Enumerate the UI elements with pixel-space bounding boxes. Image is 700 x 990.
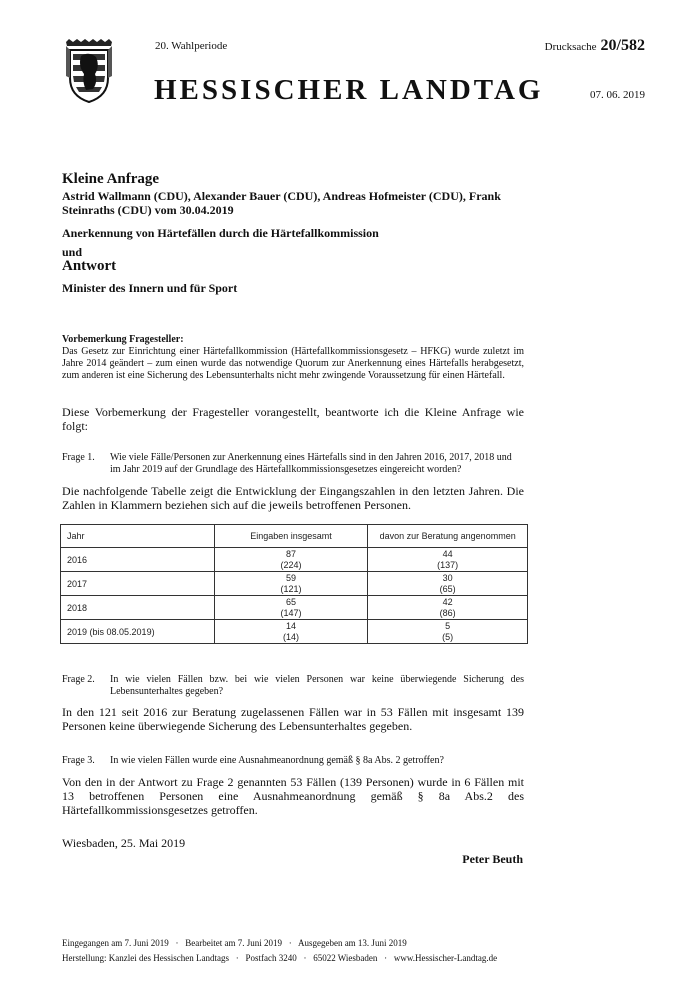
place-date: Wiesbaden, 25. Mai 2019: [62, 836, 186, 850]
period-label: 20. Wahlperiode: [155, 40, 228, 52]
table-row: [61, 548, 528, 572]
total-cell: 87 (224): [214, 548, 368, 572]
doc-number-block: [545, 37, 645, 55]
table-header-total: Eingaben insgesamt: [214, 525, 368, 548]
table-header-row: [61, 525, 528, 548]
preface-text: Das Gesetz zur Einrichtung einer Härtefallkommission (Härtefallkommissionsgesetz – HFKG) wurde zuletzt im Jahre 2014 geändert – zum einen wurde das notwendige Quorum zur Anerkennung eines Härtefalls herabgesetzt, zum anderen ist eine Sicherung des Lebensunterhalts nicht mehr zwingende Voraussetzung für einen Härtefall.: [62, 346, 524, 381]
q3-text: In wie vielen Fällen wurde eine Ausnahmeanordnung gemäß § 8a Abs. 2 getroffen?: [110, 755, 444, 766]
landtag-title: HESSISCHER LANDTAG: [154, 74, 544, 106]
year-cell: 2019 (bis 08.05.2019): [61, 620, 215, 644]
table-header-year: Jahr: [61, 525, 215, 548]
q2-text: In wie vielen Fällen bzw. bei wie vielen Personen war keine überwiegende Sicherung des Lebensunterhaltes gegeben?: [110, 674, 524, 697]
q2-answer: In den 121 seit 2016 zur Beratung zugelassenen Fällen war in 53 Fällen mit insgesamt 139 Personen keine überwiegende Sicherung des Lebensunterhaltes gegeben.: [62, 705, 524, 733]
q2-label: Frage 2.: [62, 674, 95, 685]
doc-label: Drucksache: [544, 41, 597, 53]
preface-title: Vorbemerkung Fragesteller:: [62, 334, 184, 345]
year-cell: 2017: [61, 572, 215, 596]
hesse-lion-icon: [62, 38, 116, 104]
minister-label: Minister des Innern und für Sport: [62, 281, 238, 295]
preface-reply: Diese Vorbemerkung der Fragesteller vorangestellt, beantworte ich die Kleine Anfrage wie folgt:: [62, 405, 524, 433]
q1-text: Wie viele Fälle/Personen zur Anerkennung eines Härtefalls sind in den Jahren 2016, 2017, 2018 und im Jahr 2019 auf der Grundlage des Härtefallkommissionsgesetzes eingereicht worden?: [110, 452, 512, 475]
inquiry-type: Kleine Anfrage: [62, 171, 160, 187]
accepted-cell: 44 (137): [368, 548, 528, 572]
total-cell: 59 (121): [214, 572, 368, 596]
year-cell: 2016: [61, 548, 215, 572]
footer-publisher: Herstellung: Kanzlei des Hessischen Landtags · Postfach 3240 · 65022 Wiesbaden · www.Hessischer-Landtag.de: [62, 953, 498, 963]
footer-dates: Eingegangen am 7. Juni 2019 · Bearbeitet am 7. Juni 2019 · Ausgegeben am 13. Juni 2019: [62, 938, 407, 948]
coat-of-arms: [62, 38, 116, 104]
header-date: 07. 06. 2019: [590, 89, 645, 101]
table-row: [61, 620, 528, 644]
year-cell: 2018: [61, 596, 215, 620]
q3-answer: Von den in der Antwort zu Frage 2 genannten 53 Fällen (139 Personen) wurde in 6 Fällen mit 13 betroffenen Personen eine Ausnahmeanordnung gemäß § 8a Abs.2 des Härtefallkommissionsgesetzes getroffen.: [62, 775, 524, 817]
cases-table: [60, 524, 528, 644]
answer-heading: Antwort: [62, 258, 117, 274]
inquiry-subject: Anerkennung von Härtefällen durch die Härtefallkommission: [62, 226, 379, 240]
accepted-cell: 42 (86): [368, 596, 528, 620]
q3-label: Frage 3.: [62, 755, 95, 766]
inquiry-authors: Astrid Wallmann (CDU), Alexander Bauer (CDU), Andreas Hofmeister (CDU), Frank Steinraths (CDU) vom 30.04.2019: [62, 189, 501, 217]
table-header-accepted: davon zur Beratung angenommen: [368, 525, 528, 548]
and-label: und: [62, 245, 83, 259]
signature-name: Peter Beuth: [462, 852, 523, 866]
q1-answer: Die nachfolgende Tabelle zeigt die Entwicklung der Eingangszahlen in den letzten Jahren. Die Zahlen in Klammern beziehen sich auf die jeweils betroffenen Personen.: [62, 484, 524, 512]
q1-label: Frage 1.: [62, 452, 95, 463]
table-row: [61, 596, 528, 620]
doc-number: 20/582: [600, 37, 645, 54]
table-row: [61, 572, 528, 596]
total-cell: 65 (147): [214, 596, 368, 620]
accepted-cell: 5 (5): [368, 620, 528, 644]
accepted-cell: 30 (65): [368, 572, 528, 596]
total-cell: 14 (14): [214, 620, 368, 644]
